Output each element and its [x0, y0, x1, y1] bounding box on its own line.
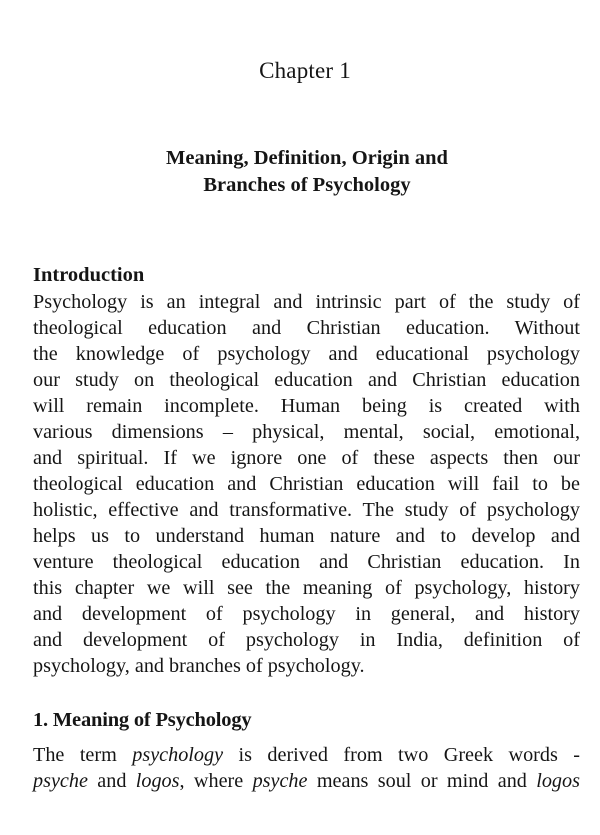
paragraph-line: the knowledge of psychology and educational psychology	[33, 343, 580, 365]
meaning-paragraph	[33, 742, 580, 794]
paragraph-line: psychology, and branches of psychology.	[33, 655, 365, 677]
paragraph-line: helps us to understand human nature and to develop and	[33, 525, 580, 547]
italic-term: logos	[135, 770, 180, 792]
paragraph-line: our study on theological education and Christian education	[33, 369, 580, 391]
chapter-title-line: Branches of Psychology	[203, 174, 411, 196]
text-run: The term	[33, 744, 133, 766]
italic-term: psychology	[132, 744, 224, 766]
italic-term: psyche	[252, 770, 308, 792]
paragraph-line: and development of psychology in India, definition of	[33, 629, 580, 651]
paragraph-line	[33, 742, 580, 768]
paragraph-line: Psychology is an integral and intrinsic part of the study of	[33, 291, 580, 313]
paragraph-line: theological education and Christian education will fail to be	[33, 473, 580, 495]
paragraph-line: various dimensions – physical, mental, social, emotional,	[33, 421, 580, 443]
italic-term: logos	[536, 770, 580, 792]
paragraph-line: theological education and Christian education. Without	[33, 317, 580, 339]
paragraph-line: and development of psychology in general, and history	[33, 603, 580, 625]
text-run: , where	[179, 770, 253, 792]
paragraph-line: this chapter we will see the meaning of psychology, history	[33, 577, 580, 599]
text-run: means soul or mind and	[307, 770, 537, 792]
meaning-of-psychology-heading: 1. Meaning of Psychology	[33, 709, 252, 731]
text-run: and	[87, 770, 136, 792]
chapter-title-line: Meaning, Definition, Origin and	[166, 147, 448, 169]
chapter-label: Chapter 1	[259, 58, 351, 83]
paragraph-line	[33, 768, 580, 794]
paragraph-line: and spiritual. If we ignore one of these aspects then our	[33, 447, 580, 469]
text-run: is derived from two Greek words -	[223, 744, 580, 766]
paragraph-line: will remain incomplete. Human being is created with	[33, 395, 580, 417]
introduction-heading: Introduction	[33, 264, 145, 286]
paragraph-line: holistic, effective and transformative. The study of psychology	[33, 499, 580, 521]
chapter-title	[0, 145, 600, 199]
introduction-paragraph	[33, 289, 580, 679]
italic-term: psyche	[33, 770, 88, 792]
paragraph-line: venture theological education and Christian education. In	[33, 551, 580, 573]
